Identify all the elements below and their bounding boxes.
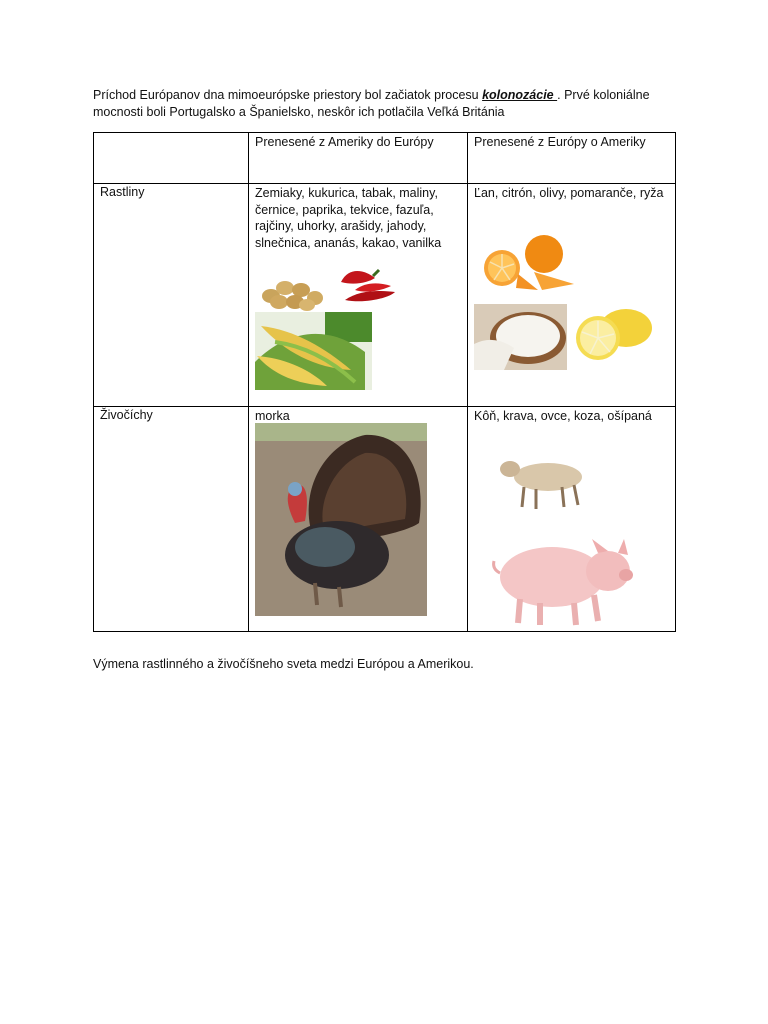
pig-image: [490, 535, 634, 627]
animals-to-america-cell: [468, 407, 676, 632]
animals-to-america-text: Kôň, krava, ovce, koza, ošípaná: [474, 409, 652, 423]
exchange-table: [93, 132, 676, 632]
turkey-image: [255, 423, 427, 616]
table-row-plants: [94, 184, 676, 407]
rice-image: [474, 304, 567, 370]
table-header-row: [94, 133, 676, 184]
intro-paragraph: [93, 87, 683, 121]
animals-to-europe-text: morka: [255, 409, 290, 423]
potatoes-image: [257, 268, 325, 312]
intro-text-after: . Prvé koloniálne mocnosti boli Portugalsko a Španielsko, neskôr ich potlačila Veľká Británia: [93, 88, 650, 119]
header-cell-empty: [94, 133, 249, 184]
sheep-image: [496, 453, 596, 513]
header-cell-to-america: Prenesené z Európy o Ameriky: [468, 133, 676, 184]
plants-to-america-text: Ľan, citrón, olivy, pomaranče, ryža: [474, 186, 664, 200]
plants-to-europe-text: Zemiaky, kukurica, tabak, maliny, černice, paprika, tekvice, fazuľa, rajčiny, uhorky, arašidy, jahody, slnečnica, ananás, kakao, vanilka: [255, 186, 442, 250]
corn-image: [255, 312, 372, 390]
animals-to-europe-cell: [249, 407, 468, 632]
plants-to-america-cell: [468, 184, 676, 407]
orange-image: [480, 234, 578, 292]
intro-keyword: kolonozácie: [482, 88, 558, 102]
red-pepper-image: [335, 260, 401, 306]
row-label-animals: Živočíchy: [94, 407, 249, 632]
footer-caption: Výmena rastlinného a živočíšneho sveta medzi Európou a Amerikou.: [93, 657, 474, 671]
plants-to-europe-cell: [249, 184, 468, 407]
table-row-animals: [94, 407, 676, 632]
header-cell-to-europe: Prenesené z Ameriky do Európy: [249, 133, 468, 184]
intro-text-before: Príchod Európanov dna mimoeurópske priestory bol začiatok procesu: [93, 88, 483, 102]
row-label-plants: Rastliny: [94, 184, 249, 407]
lemon-image: [572, 306, 654, 364]
